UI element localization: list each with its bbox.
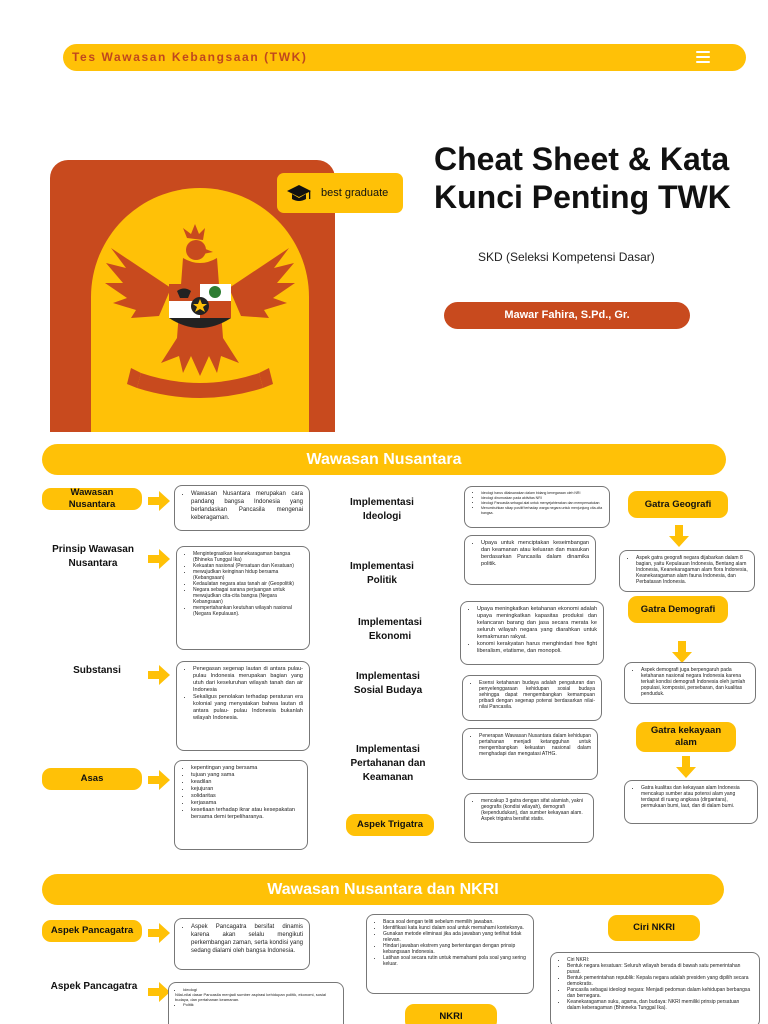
site-title[interactable]: Tes Wawasan Kebangsaan (TWK): [72, 50, 308, 64]
list-item: • Latihan soal secara rutin untuk memahami pola soal yang sering keluar.: [383, 955, 527, 967]
arrow-right-icon: [148, 665, 170, 685]
list-item: • solidaritas: [191, 793, 301, 800]
pancagatra2-label: Aspek Pancagatra: [50, 981, 138, 992]
tips-box: [366, 914, 534, 994]
hankam-box: [462, 728, 598, 780]
garuda-emblem-icon: [91, 188, 309, 432]
list-item: • Bentuk negara kesatuan: Seluruh wilayah berada di bawah satu pemerintahan pusat.: [567, 963, 753, 975]
list-item-text: Nilai-nilai dasar Pancasila menjadi sumber aspirasi kehidupan politik, ekonomi, sosial budaya, dan pertahanan keamanan.: [175, 992, 326, 1002]
list-item: • kerjasama: [191, 800, 301, 807]
kekayaan-box: [624, 780, 758, 824]
list-item: • Negara sebagai sarana perjuangan untuk mewujudkan cita-cita bangsa (Negara Kebangsaan): [193, 587, 303, 605]
sosbud-box: [462, 675, 602, 721]
hamburger-menu-icon[interactable]: [696, 51, 710, 63]
list-item: • Kedaulatan negara atas tanah air (Geopolitik): [193, 581, 303, 587]
page-title: [434, 140, 764, 216]
list-item: • Ideologi harus dilaksanakan dalam bidang kenegaraan oleh NRI: [481, 491, 603, 496]
asas-list-box: [174, 760, 308, 850]
gatra-geografi-label: Gatra Geografi: [628, 491, 728, 518]
gatra-demografi-label: Gatra Demografi: [628, 596, 728, 623]
wn-definition-box: [174, 485, 310, 531]
page-subtitle: SKD (Seleksi Kompetensi Dasar): [478, 250, 655, 264]
title-line-1: Cheat Sheet & Kata: [434, 141, 730, 177]
list-item: • keadilan: [191, 779, 301, 786]
list-item: • Penegasan segenap lautan di antara pulau-pulau Indonesia merupakan bagian yang utuh dari keseluruhan wilayah tanah dan air Indonesia: [193, 666, 303, 694]
substansi-box: [176, 661, 310, 751]
list-item: • Politik: [183, 1002, 337, 1007]
pancagatra2-box: [168, 982, 344, 1024]
implementasi-hankam-label: Implementasi Pertahanan dan Keamanan: [350, 744, 426, 783]
list-item: • Upaya meningkatkan ketahanan ekonomi adalah upaya meningkatkan kapasitas produksi dan kelancaran barang dan jasa secara merata ke seluruh wilayah negara yang diarahkan untuk kemakmuran rakyat.: [477, 606, 597, 641]
list-item: • kepentingan yang bersama: [191, 765, 301, 772]
nkri-label: NKRI: [405, 1004, 497, 1024]
prinsip-label: Prinsip Wawasan Nusantara: [52, 544, 134, 569]
list-item: • mewujudkan keinginan hidup bersama (Kebangsaan): [193, 569, 303, 581]
substansi-label: Substansi: [73, 665, 121, 676]
pancagatra-label: Aspek Pancagatra: [42, 920, 142, 942]
best-graduate-badge: [277, 173, 403, 213]
arrow-right-icon: [148, 491, 170, 511]
trigatra-box: [464, 793, 594, 843]
list-item: • Gunakan metode eliminasi jika ada jawaban yang terlihat tidak relevan.: [383, 931, 527, 943]
implementasi-politik-label: Implementasi Politik: [350, 561, 414, 586]
list-item: • Penerapan Wawasan Nusantara dalam kehidupan pertahanan menjadi ketangguhan untuk mengembangkan kekuatan nasional dalam menghadapi dan mengatasi ATHG.: [479, 733, 591, 757]
list-item: • Keanekaragaman suku, agama, dan budaya: NKRI memiliki prinsip persatuan dalam keberagaman (Bhinneka Tunggal Ika).: [567, 999, 753, 1011]
list-item: • Mengintegrasikan keanekaragaman bangsa (Bhineka Tunggal Ika): [193, 551, 303, 563]
list-item: • kesetiaan terhadap ikrar atau kesepakatan bersama demi terpeliharanya.: [191, 807, 301, 821]
list-item: • Esensi ketahanan budaya adalah pengaturan dan penyelenggaraan kehidupan sosial budaya sehingga dapat mengembangkan kemampuan pribadi dengan segenap potensi berdasarkan nilai-nilai Pancasila.: [479, 680, 595, 710]
list-item: • Kekuatan nasional (Persatuan dan Kesatuan): [193, 563, 303, 569]
demografi-box: [624, 662, 756, 704]
list-item: • Pancasila sebagai ideologi negara: Menjadi pedoman dalam kehidupan berbangsa dan bernegara.: [567, 987, 753, 999]
prinsip-list-box: [176, 546, 310, 650]
top-nav-bar: [63, 44, 746, 71]
ciri-nkri-label: Ciri NKRI: [608, 915, 700, 941]
implementasi-sosbud-label: Implementasi Sosial Budaya: [353, 671, 423, 696]
list-item: • Aspek Pancagatra bersifat dinamis karena akan selalu mengikuti perkembangan zaman, serta kondisi yang sedang dialami oleh bangsa Indonesia.: [191, 923, 303, 955]
asas-label: Asas: [42, 768, 142, 790]
ekonomi-box: [460, 601, 604, 665]
list-item: • konomi kerakyatan harus menghindari free fight liberalism, etatisme, dan monopoli.: [477, 641, 597, 655]
badge-label: best graduate: [321, 187, 389, 199]
list-item: • mempertahankan keutuhan wilayah nasional (Negara Kepulauan).: [193, 605, 303, 617]
arrow-right-icon: [148, 549, 170, 569]
list-item: • Ideologi dirumuskan pada aktivitas NRI: [481, 496, 603, 501]
list-item: • Aspek gatra geografi negara dijabarkan dalam 8 bagian, yaitu Kepulauan Indonesia, Bentang alam Indonesia, Keanekaragaman alam flora Indonesia, Keanekaragaman alam fauna Indonesia, dan Perbatasan Indonesia.: [636, 555, 748, 585]
arrow-right-icon: [148, 923, 170, 943]
ciri-nkri-box: [550, 952, 760, 1024]
arrow-right-icon: [148, 982, 170, 1002]
section-wawasan-nusantara: Wawasan Nusantara: [42, 444, 726, 475]
arrow-down-icon: [676, 756, 696, 778]
implementasi-ideologi-label: Implementasi Ideologi: [350, 497, 414, 522]
list-item: • Bentuk pemerintahan republik: Kepala negara adalah presiden yang dipilih secara demokratis.: [567, 975, 753, 987]
arrow-down-icon: [672, 641, 692, 663]
title-line-2: Kunci Penting TWK: [434, 179, 731, 215]
list-item: • Menumbuhkan sikap positif terhadap warga negara untuk menjunjung cita-cita bangsa.: [481, 506, 603, 516]
list-item: • mencakup 3 gatra dengan sifat alamiah, yakni geografis (kondisi wilayah), demografi (kependudukan), dan sumber kekayaan alam. Aspek trigatra bersifat statis.: [481, 798, 587, 822]
ideologi-box: [464, 486, 610, 528]
author-pill: Mawar Fahira, S.Pd., Gr.: [444, 302, 690, 329]
list-item: • Ideologi Pancasila sebagai alat untuk menyejahterakan dan mempersatukan: [481, 501, 603, 506]
section-wawasan-nusantara-nkri: Wawasan Nusantara dan NKRI: [42, 874, 724, 905]
list-item: • Baca soal dengan teliti sebelum memilih jawaban.: [383, 919, 527, 925]
list-item: • Upaya untuk menciptakan keseimbangan dan keamanan atau keluaran dan masukan berdasarkan Pancasila dalam dinamika politik.: [481, 540, 589, 568]
politik-box: [464, 535, 596, 585]
gatra-kekayaan-label: Gatra kekayaan alam: [636, 722, 736, 752]
list-item: • tujuan yang sama: [191, 772, 301, 779]
list-item: • Ciri NKRI:: [567, 957, 753, 963]
pancagatra-box: [174, 918, 310, 970]
arrow-right-icon: [148, 770, 170, 790]
wn-definition-text: • Wawasan Nusantara merupakan cara pandang bangsa Indonesia yang berlandaskan Pancasila mengenai keberagaman.: [191, 490, 303, 522]
arrow-down-icon: [669, 525, 689, 547]
list-item: • Ideologi: [183, 987, 337, 992]
list-item: • Sekaligus penolakan terhadap peraturan era kolonial yang menyatakan bahwa lautan di antara pulau- pulau Indonesia bukanlah wilayah Indonesia.: [193, 694, 303, 722]
geografi-box: [619, 550, 755, 592]
list-item: • Gatra kualitas dan kekayaan alam Indonesia mencakup sumber atau potensi alam yang terdapat di ruang angkasa (dirgantara), permukaan bumi, laut, dan di dalam bumi.: [641, 785, 751, 809]
list-item: • Aspek demografi juga berpengaruh pada ketahanan nasional negara Indonesia karena terkait kondisi demografi Indonesia oleh jumlah populasi, komposisi, persebaran, dan kualitas penduduk.: [641, 667, 749, 697]
implementasi-ekonomi-label: Implementasi Ekonomi: [358, 617, 422, 642]
list-item: • Identifikasi kata kunci dalam soal untuk memahami konteksnya.: [383, 925, 527, 931]
wn-label: Wawasan Nusantara: [42, 488, 142, 510]
hero-arch-panel: [91, 188, 309, 432]
graduation-cap-icon: [286, 184, 312, 204]
trigatra-label: Aspek Trigatra: [346, 814, 434, 836]
list-item: • Hindari jawaban ekstrem yang bertentangan dengan prinsip kebangsaan Indonesia.: [383, 943, 527, 955]
list-item: • kejujuran: [191, 786, 301, 793]
